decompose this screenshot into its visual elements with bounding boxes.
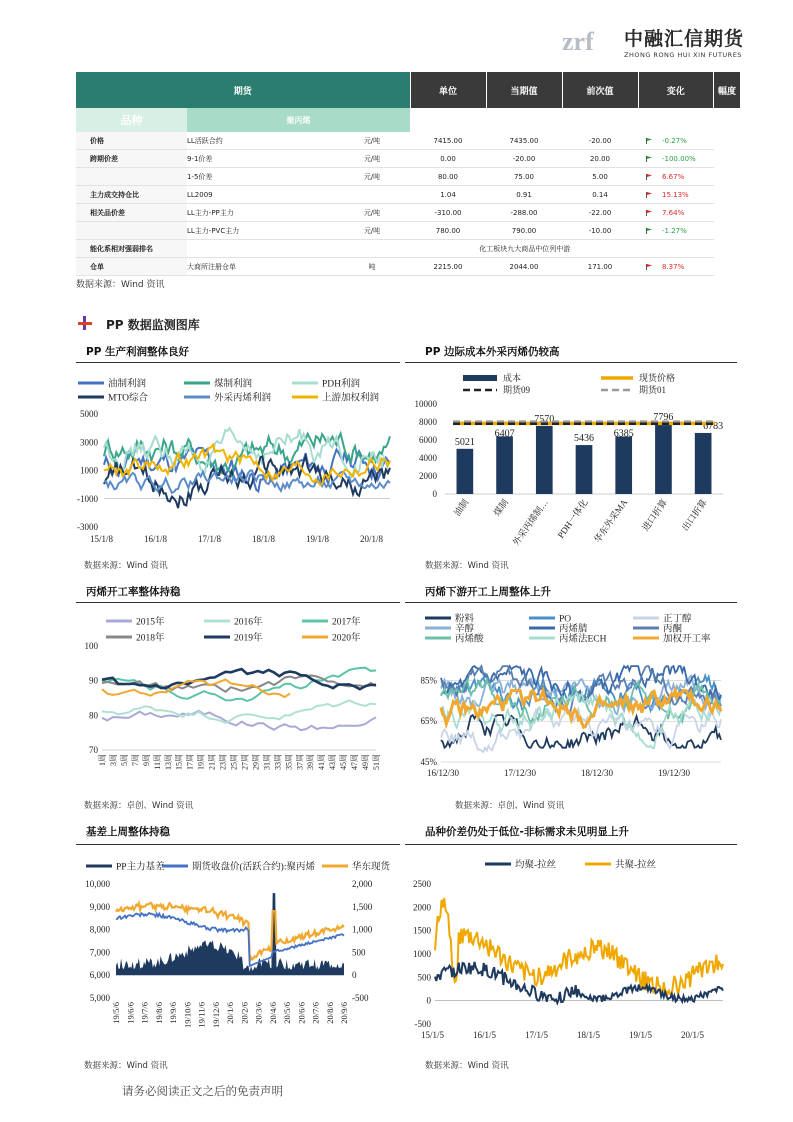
flag-icon — [646, 228, 652, 234]
row-previous: 0.91 — [486, 186, 562, 204]
row-name: 大商所注册仓单 — [187, 258, 334, 276]
row-ranking: 化工板块九大商品中位列中游 — [187, 240, 714, 258]
row-change: 20.00 — [562, 150, 638, 168]
row-current: 780.00 — [410, 222, 486, 240]
chart-pp-marginal-cost — [405, 366, 737, 550]
col-header-pct: 幅度 — [714, 72, 740, 108]
flag-icon — [646, 138, 652, 144]
bar-value-label: 7570 — [534, 413, 555, 425]
x-tick-label: 29周 — [251, 754, 261, 770]
legend-label: 正丁醇 — [663, 614, 692, 625]
x-tick-label: 18/12/30 — [581, 768, 614, 778]
table-row — [76, 240, 740, 258]
divider — [76, 602, 400, 603]
table-row — [76, 258, 740, 276]
row-pct: -0.27% — [662, 136, 687, 145]
y-tick-label: 45% — [420, 757, 437, 767]
bar — [496, 436, 513, 494]
x-tick-label: 51周 — [372, 754, 381, 770]
row-label: 主力成交持仓比 — [76, 186, 187, 204]
y-tick-label: -500 — [414, 1019, 431, 1029]
y-tick-label: 85% — [420, 675, 437, 686]
section-bullet-icon — [78, 316, 92, 330]
row-pct-cell — [638, 222, 714, 240]
x-tick-label: 23周 — [218, 754, 228, 770]
y-tick-label: 8,000 — [89, 924, 110, 935]
series-line-3 — [102, 676, 376, 692]
chart3-title: 丙烯开工率整体持稳 — [86, 586, 181, 598]
x-tick-label: 39周 — [306, 754, 316, 770]
y-tick-label: 8000 — [419, 417, 437, 427]
legend-label: 均聚-拉丝 — [515, 860, 557, 871]
legend-label: 丙烯酸 — [455, 634, 484, 645]
flag-icon — [646, 174, 652, 180]
legend-label: 丙烯腈 — [559, 624, 588, 635]
row-label: 能化系相对强弱排名 — [76, 240, 187, 258]
bar-value-label: 6385 — [613, 428, 634, 440]
x-tick-label: 19/1/8 — [306, 534, 330, 544]
x-tick-label: 16/12/30 — [427, 768, 460, 778]
x-tick-label: 20/6/6 — [296, 1002, 307, 1024]
x-tick-label: 9周 — [141, 754, 151, 766]
row-unit: 元/吨 — [334, 168, 410, 186]
x-tick-label: 20/8/6 — [324, 1002, 335, 1024]
x-tick-label: 华东外采MA — [592, 497, 630, 545]
row-label: 跨期价差 — [76, 150, 187, 168]
y-tick-label: 3000 — [80, 437, 98, 448]
logo-company-english: ZHONG RONG HUI XIN FUTURES — [624, 51, 742, 59]
x-tick-label: 16/1/8 — [144, 534, 168, 544]
row-change: 0.14 — [562, 186, 638, 204]
col-header-current: 当期值 — [486, 72, 562, 108]
series-line-1 — [435, 898, 723, 995]
y-tick-label: 4000 — [419, 453, 437, 463]
row-unit: 元/吨 — [334, 150, 410, 168]
x-tick-label: 20/1/6 — [225, 1002, 235, 1024]
section-title: PP 数据监测图库 — [106, 318, 200, 332]
row-pct-cell — [638, 204, 714, 222]
table-row — [76, 222, 740, 240]
row-unit: 元/吨 — [334, 204, 410, 222]
group-label-text: 品种 — [120, 114, 143, 127]
row-label: 相关品价差 — [76, 204, 187, 222]
row-current: 1.04 — [410, 186, 486, 204]
series-line-4 — [102, 669, 376, 689]
x-tick-label: 19/6/6 — [125, 1002, 136, 1024]
bar — [536, 426, 553, 494]
x-tick-label: 1周 — [98, 754, 107, 766]
footer-disclaimer: 请务必阅读正文之后的免责声明 — [122, 1084, 283, 1098]
x-tick-label: 25周 — [229, 754, 239, 770]
y2-tick-label: 0 — [352, 970, 357, 981]
legend-label: 成本 — [503, 373, 522, 383]
y-tick-label: 1000 — [413, 949, 431, 959]
flag-icon — [646, 192, 652, 198]
x-tick-label: 20/9/6 — [339, 1002, 349, 1024]
y2-tick-label: 1,000 — [352, 924, 373, 935]
legend-label: 期货01 — [639, 385, 667, 395]
x-tick-label: 19/8/6 — [153, 1002, 164, 1024]
x-tick-label: 20/2/6 — [239, 1002, 250, 1024]
divider — [405, 844, 737, 845]
chart4-source: 数据来源：卓创、Wind 资讯 — [455, 801, 565, 811]
col-header-futures: 期货 — [76, 72, 410, 108]
row-label — [76, 222, 187, 240]
row-change: -22.00 — [562, 204, 638, 222]
chart1-source: 数据来源：Wind 资讯 — [84, 561, 168, 571]
bar — [615, 437, 632, 494]
legend-label: PO — [559, 614, 572, 625]
x-tick-label: 19周 — [196, 754, 206, 770]
bar-value-label: 7796 — [653, 411, 674, 423]
table-header-row — [76, 72, 740, 108]
row-pct-cell — [638, 132, 714, 150]
y-tick-label: -1000 — [77, 493, 98, 504]
y-tick-label: 90 — [89, 675, 98, 686]
bar — [576, 445, 593, 494]
pp-data-table — [76, 72, 740, 276]
x-tick-label: 41周 — [317, 754, 327, 770]
x-tick-label: 出口折算 — [679, 497, 709, 533]
y-tick-label: 80 — [89, 710, 98, 721]
row-pct: -100.00% — [662, 154, 696, 163]
x-tick-label: 13周 — [163, 754, 173, 770]
row-previous: -20.00 — [486, 150, 562, 168]
row-pct: 7.64% — [662, 208, 685, 217]
y-tick-label: 0 — [426, 995, 431, 1006]
x-tick-label: 20/1/5 — [681, 1030, 705, 1040]
x-tick-label: 5周 — [119, 754, 129, 766]
legend-label: 期货收盘价(活跃合约):聚丙烯 — [192, 862, 315, 873]
row-name: LL主力-PP主力 — [187, 204, 334, 222]
row-previous: 75.00 — [486, 168, 562, 186]
legend-label: 油制利润 — [108, 379, 147, 390]
chart3-source: 数据来源：卓创、Wind 资讯 — [84, 801, 194, 811]
table-row — [76, 186, 740, 204]
table-row — [76, 168, 740, 186]
flag-icon — [646, 210, 652, 216]
legend-label: 现货价格 — [639, 373, 676, 383]
legend-label: 丙酮 — [663, 624, 683, 635]
divider — [76, 844, 400, 845]
bar-value-label: 6407 — [494, 428, 515, 440]
group-label — [76, 108, 187, 132]
row-pct: 8.37% — [662, 262, 685, 271]
x-tick-label: 20/4/6 — [267, 1002, 278, 1024]
x-tick-label: 17/1/8 — [198, 534, 222, 544]
y-tick-label: 5000 — [80, 409, 98, 419]
row-current: 7415.00 — [410, 132, 486, 150]
flag-icon — [646, 156, 652, 162]
x-tick-label: 油制 — [451, 497, 471, 518]
bar — [457, 449, 474, 494]
x-tick-label: 外采丙烯制… — [510, 497, 550, 548]
series-line-1 — [102, 700, 376, 723]
table-row — [76, 132, 740, 150]
row-current: 80.00 — [410, 168, 486, 186]
legend-label: 粉料 — [455, 614, 475, 625]
legend-label: 2020年 — [332, 633, 361, 644]
legend-label: 外采丙烯利润 — [214, 393, 272, 404]
x-tick-label: 19/12/6 — [210, 1002, 221, 1028]
y-tick-label: -3000 — [77, 522, 98, 532]
row-pct-cell — [638, 150, 714, 168]
row-current: 2215.00 — [410, 258, 486, 276]
row-pct: -1.27% — [662, 226, 687, 235]
x-tick-label: 进口折算 — [640, 497, 670, 533]
divider — [76, 362, 400, 363]
legend-label: 加权开工率 — [663, 634, 711, 645]
chart6-source: 数据来源：Wind 资讯 — [425, 1061, 509, 1071]
bar-value-label: 6783 — [703, 420, 724, 432]
row-pct: 6.67% — [662, 172, 685, 181]
y-tick-label: 7,000 — [89, 947, 110, 958]
x-tick-label: 7周 — [130, 754, 140, 766]
row-current: -310.00 — [410, 204, 486, 222]
legend-label: PP主力基差 — [116, 862, 165, 873]
x-tick-label: 19/10/6 — [182, 1002, 193, 1028]
row-previous: 7435.00 — [486, 132, 562, 150]
x-tick-label: 11周 — [152, 754, 162, 770]
y2-tick-label: 1,500 — [352, 901, 373, 912]
chart-grade-spread — [405, 852, 737, 1044]
legend-label: 2019年 — [234, 633, 263, 644]
row-unit: 元/吨 — [334, 132, 410, 150]
product-name: 聚丙烯 — [187, 108, 410, 132]
legend-label: 2018年 — [136, 633, 165, 644]
x-tick-label: 3周 — [108, 754, 118, 766]
x-tick-label: 17/12/30 — [504, 768, 537, 778]
row-name: LL活跃合约 — [187, 132, 334, 150]
row-unit: 元/吨 — [334, 222, 410, 240]
chart4-title: 丙烯下游开工上周整体上升 — [425, 586, 551, 598]
chart-propylene-operating-rate — [76, 610, 400, 786]
row-label — [76, 168, 187, 186]
y-tick-label: 65% — [420, 716, 437, 727]
x-tick-label: 15/1/5 — [421, 1030, 445, 1040]
col-header-unit: 单位 — [410, 72, 486, 108]
divider — [405, 362, 737, 363]
chart-basis — [76, 852, 400, 1038]
y-tick-label: 10,000 — [85, 879, 110, 889]
legend-label: 华东现货 — [352, 862, 391, 873]
x-tick-label: 17周 — [185, 754, 195, 770]
row-current: 0.00 — [410, 150, 486, 168]
x-tick-label: 45周 — [339, 754, 349, 770]
y-tick-label: 5,000 — [89, 993, 110, 1003]
table-row — [76, 204, 740, 222]
row-pct-cell — [638, 168, 714, 186]
row-label: 仓单 — [76, 258, 187, 276]
legend-label: 2015年 — [136, 617, 165, 628]
x-tick-label: 18/1/5 — [577, 1030, 601, 1040]
x-tick-label: 20/5/6 — [282, 1002, 292, 1024]
x-tick-label: 19/12/30 — [658, 768, 691, 778]
x-tick-label: 47周 — [350, 754, 360, 770]
legend-label: 辛醇 — [455, 624, 475, 635]
row-name: LL2009 — [187, 186, 334, 204]
x-tick-label: 31周 — [262, 754, 272, 770]
x-tick-label: 20/1/8 — [360, 534, 384, 544]
legend-label: 2016年 — [234, 617, 263, 628]
x-tick-label: 16/1/5 — [473, 1030, 497, 1040]
y-tick-label: 500 — [417, 972, 431, 983]
chart2-source: 数据来源：Wind 资讯 — [425, 561, 509, 571]
series-line-3 — [104, 456, 390, 508]
table-row — [76, 150, 740, 168]
y-tick-label: 2000 — [419, 471, 437, 481]
x-tick-label: 19/11/6 — [196, 1002, 207, 1028]
row-name: LL主力-PVC主力 — [187, 222, 334, 240]
chart-propylene-downstream — [405, 608, 737, 788]
legend-label: 丙烯法ECH — [559, 634, 607, 645]
x-tick-label: 27周 — [240, 754, 250, 770]
row-pct-cell — [638, 258, 714, 276]
row-previous: 2044.00 — [486, 258, 562, 276]
chart5-title: 基差上周整体持稳 — [86, 826, 170, 838]
y-tick-label: 6000 — [419, 435, 437, 445]
chart6-title: 品种价差仍处于低位-非标需求未见明显上升 — [425, 826, 629, 838]
row-name: 9-1价差 — [187, 150, 334, 168]
row-previous: -288.00 — [486, 204, 562, 222]
row-change: 5.00 — [562, 168, 638, 186]
x-tick-label: 18/1/8 — [252, 534, 276, 544]
y2-tick-label: 2,000 — [352, 879, 373, 889]
legend-label: MTO综合 — [108, 393, 148, 404]
y2-tick-label: 500 — [352, 947, 366, 958]
company-logo — [562, 18, 752, 68]
x-tick-label: 49周 — [361, 754, 371, 770]
x-tick-label: 21周 — [207, 754, 217, 770]
source-note-top: 数据来源：Wind 资讯 — [76, 280, 165, 290]
flag-icon — [646, 264, 652, 270]
y-tick-label: 6,000 — [89, 970, 110, 981]
bar-value-label: 5436 — [574, 433, 594, 445]
x-tick-label: 37周 — [295, 754, 305, 770]
y-tick-label: 70 — [89, 745, 98, 755]
x-tick-label: 20/3/6 — [253, 1002, 264, 1024]
row-pct: 15.13% — [662, 190, 689, 199]
y-tick-label: 0 — [432, 489, 437, 499]
row-unit — [334, 186, 410, 204]
y-tick-label: 100 — [84, 641, 98, 651]
x-tick-label: 19/7/6 — [139, 1002, 150, 1024]
x-tick-label: 19/5/6 — [111, 1002, 121, 1024]
row-previous: 790.00 — [486, 222, 562, 240]
x-tick-label: PDH一体化 — [555, 497, 590, 541]
x-tick-label: 19/9/6 — [168, 1002, 178, 1024]
legend-label: 上游加权利润 — [322, 393, 380, 404]
x-tick-label: 17/1/5 — [525, 1030, 549, 1040]
legend-label: 煤制利润 — [214, 379, 253, 390]
x-tick-label: 15/1/8 — [90, 534, 114, 544]
x-tick-label: 煤制 — [491, 497, 511, 518]
y-tick-label: 2500 — [413, 879, 431, 889]
legend-swatch-cost — [463, 375, 497, 381]
chart1-title: PP 生产利润整体良好 — [86, 346, 190, 358]
col-header-change: 变化 — [638, 72, 714, 108]
row-label: 价格 — [76, 132, 187, 150]
y-tick-label: 1000 — [80, 465, 98, 476]
bar — [655, 424, 672, 494]
chart-pp-profit — [64, 372, 400, 550]
col-header-previous: 前次值 — [562, 72, 638, 108]
row-unit: 吨 — [334, 258, 410, 276]
x-tick-label: 19/1/5 — [629, 1030, 653, 1040]
y-tick-label: 1500 — [413, 925, 431, 936]
x-tick-label: 33周 — [273, 754, 283, 770]
legend-label: 共聚-拉丝 — [615, 860, 657, 871]
logo-company-name: 中融汇信期货 — [624, 28, 745, 50]
series-line-0 — [102, 711, 376, 730]
y-tick-label: 10000 — [414, 399, 437, 409]
x-tick-label: 35周 — [284, 754, 294, 770]
legend-label: 2017年 — [332, 617, 361, 628]
bar-value-label: 5021 — [454, 436, 475, 448]
chart5-source: 数据来源：Wind 资讯 — [84, 1061, 168, 1071]
y2-tick-label: -500 — [352, 993, 369, 1003]
y-tick-label: 2000 — [413, 902, 431, 913]
y-tick-label: 9,000 — [89, 901, 110, 912]
row-name: 1-5价差 — [187, 168, 334, 186]
logo-mark-icon — [562, 20, 620, 60]
legend-label: PDH利润 — [322, 379, 361, 390]
row-change: 171.00 — [562, 258, 638, 276]
row-change: -20.00 — [562, 132, 638, 150]
x-tick-label: 15周 — [174, 754, 184, 770]
bar — [695, 433, 712, 494]
divider — [405, 602, 737, 603]
legend-label: 期货09 — [503, 385, 531, 395]
x-tick-label: 20/7/6 — [310, 1002, 321, 1024]
logo-mark-text: zrf — [562, 27, 594, 56]
chart2-title: PP 边际成本外采丙烯仍较高 — [425, 346, 560, 358]
row-change: -10.00 — [562, 222, 638, 240]
row-pct-cell — [638, 186, 714, 204]
product-row — [76, 108, 740, 132]
x-tick-label: 43周 — [328, 754, 338, 770]
